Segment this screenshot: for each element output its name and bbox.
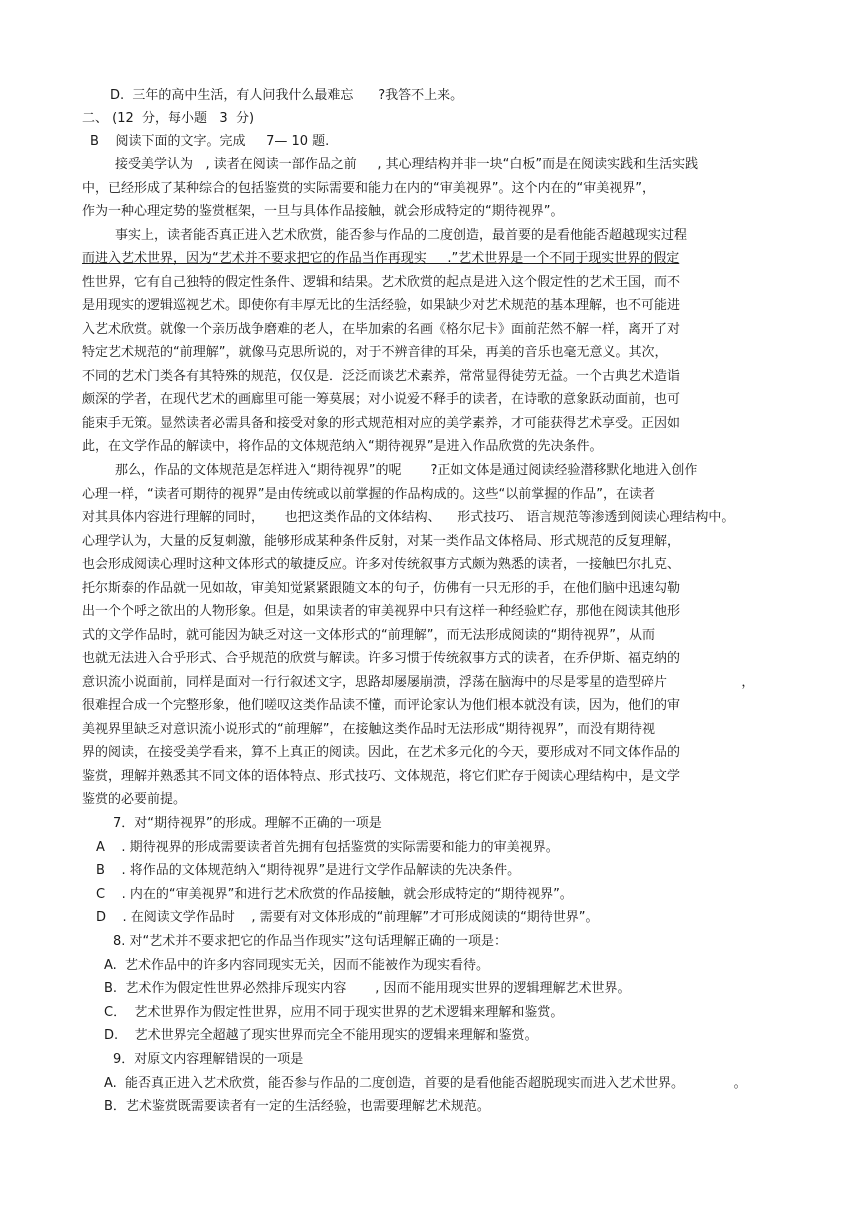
question-option[interactable]: A . 期待视界的形成需要读者首先拥有包括鉴赏的实际需要和能力的审美视界。 [96, 840, 559, 855]
passage-line: 托尔斯泰的作品就一见如故，审美知觉紧紧跟随文本的句子，仿佛有一只无形的手，在他们脑中迅速勾勒 [82, 581, 681, 596]
question-option[interactable]: A. 艺术作品中的许多内容同现实无关，因而不能被作为现实看待。 [104, 958, 490, 973]
passage-line: 特定艺术规范的“前理解”，就像马克思所说的，对于不辨音律的耳朵，再美的音乐也毫无意义。其次， [82, 345, 668, 360]
question-stem: 7．对“期待视界”的形成。理解不正确的一项是 [113, 816, 382, 831]
question-option[interactable]: D . 在阅读文学作品时 , 需要有对文体形成的“前理解”才可形成阅读的“期待世界”。 [96, 910, 599, 925]
previous-option-d: D. 三年的高中生活，有人问我什么最难忘 ?我答不上来。 [110, 88, 464, 103]
passage-line: 美视界里缺乏对意识流小说形式的“前理解”，在接触这类作品时无法形成“期待视界”，而没有期待视 [82, 722, 655, 737]
question-option[interactable]: B. 艺术作为假定性世界必然排斥现实内容 , 因而不能用现实世界的逻辑理解艺术世界。 [104, 981, 631, 996]
passage-line: 颇深的学者，在现代艺术的画廊里可能一筹莫展；对小说爱不释手的读者，在诗歌的意象跃动面前，也可 [82, 392, 681, 407]
question-option[interactable]: C． 艺术世界作为假定性世界，应用不同于现实世界的艺术逻辑来理解和鉴赏。 [104, 1005, 564, 1020]
passage-line: 接受美学认为 , 读者在阅读一部作品之前 , 其心理结构并非一块“白板”而是在阅读实践和生活实践 [82, 157, 699, 172]
passage-line: 也会形成阅读心理时这种文体形式的敏捷反应。许多对传统叙事方式颇为熟悉的读者，一接触巴尔扎克、 [82, 557, 681, 572]
question-option[interactable]: A. 能否真正进入艺术欣赏，能否参与作品的二度创造，首要的是看他能否超脱现实而进入艺术世界。 。 [104, 1076, 747, 1091]
passage-line: 作为一种心理定势的鉴赏框架，一旦与具体作品接触，就会形成特定的“期待视界”。 [82, 204, 564, 219]
passage-line: 也就无法进入合乎形式、合乎规范的欣赏与解读。许多习惯于传统叙事方式的读者，在乔伊斯、福克纳的 [82, 651, 681, 666]
question-option[interactable]: B．艺术鉴赏既需要读者有一定的生活经验，也需要理解艺术规范。 [104, 1099, 490, 1114]
question-option[interactable]: C . 内在的“审美视界”和进行艺术欣赏的作品接触，就会形成特定的“期待视界”。 [96, 887, 573, 902]
question-option[interactable]: B . 将作品的文体规范纳入“期待视界”是进行文学作品解读的先决条件。 [96, 863, 521, 878]
passage-line: 鉴赏的必要前提。 [82, 792, 187, 807]
passage-line: 出一个个呼之欲出的人物形象。但是，如果读者的审美视界中只有这样一种经验贮存，那他在阅读其他形 [82, 604, 681, 619]
passage-line: 事实上，读者能否真正进入艺术欣赏，能否参与作品的二度创造，最首要的是看他能否超越现实过程 [82, 228, 688, 243]
passage-line: 心理一样，“读者可期待的视界”是由传统或以前掌握的作品构成的。这些“以前掌握的作品”，在读者 [82, 487, 655, 502]
question-stem: 9．对原文内容理解错误的一项是 [113, 1052, 304, 1067]
passage-line-underlined: 而进入艺术世界，因为“艺术并不要求把它的作品当作再现实 .”艺术世界是一个不同于现实世界的假定 [82, 251, 680, 266]
passage-line: 性世界，它有自己独特的假定性条件、逻辑和结果。艺术欣赏的起点是进入这个假定性的艺术王国，而不 [82, 275, 681, 290]
passage-line: 是用现实的逻辑巡视艺术。即使你有丰厚无比的生活经验，如果缺少对艺术规范的基本理解，也不可能进 [82, 298, 681, 313]
question-stem: 8. 对“艺术并不要求把它的作品当作现实”这句话理解正确的一项是： [113, 934, 508, 949]
section-header: 二、 (12 分，每小题 3 分) [82, 111, 255, 126]
passage-line: 此，在文学作品的解读中，将作品的文体规范纳入“期待视界”是进入作品欣赏的先决条件。 [82, 439, 603, 454]
passage-line: 界的阅读，在接受美学看来，算不上真正的阅读。因此，在艺术多元化的今天，要形成对不同文体作品的 [82, 745, 681, 760]
passage-line: 入艺术欣赏。就像一个亲历战争磨难的老人，在毕加索的名画《格尔尼卡》面前茫然不解一样，离开了对 [82, 322, 681, 337]
passage-line: 鉴赏，理解并熟悉其不同文体的语体特点、形式技巧、文体规范，将它们贮存于阅读心理结构中，是文学 [82, 769, 681, 784]
passage-line: 式的文学作品时，就可能因为缺乏对这一文体形式的“前理解”，而无法形成阅读的“期待视界”，从而 [82, 628, 655, 643]
passage-line: 不同的艺术门类各有其特殊的规范，仅仅是．泛泛而谈艺术素养，常常显得徒劳无益。一个古典艺术造诣 [82, 369, 681, 384]
passage-line: 那么，作品的文体规范是怎样进入“期待视界”的呢 ?正如文体是通过阅读经验潜移默化地进入创作 [82, 463, 698, 478]
passage-line: 对其具体内容进行理解的同时， 也把这类作品的文体结构、 形式技巧、 语言规范等渗透到阅读心理结构中。 [82, 510, 735, 525]
question-option[interactable]: D. 艺术世界完全超越了现实世界而完全不能用现实的逻辑来理解和鉴赏。 [104, 1028, 538, 1043]
passage-line: 中，已经形成了某种综合的包括鉴赏的实际需要和能力在内的“审美视界”。这个内在的“审美视界”， [82, 181, 655, 196]
section-b-prompt: B 阅读下面的文字。完成 7— 10 题. [90, 134, 330, 149]
passage-line: 意识流小说面前，同样是面对一行行叙述文字，思路却屡屡崩溃，浮荡在脑海中的尽是零星的造型碎片 ， [82, 675, 755, 690]
passage-line: 心理学认为，大量的反复刺激，能够形成某种条件反射，对某一类作品文体格局、形式规范的反复理解， [82, 534, 681, 549]
passage-line: 能束手无策。显然读者必需具备和接受对象的形式规范相对应的美学素养，才可能获得艺术享受。正因如 [82, 416, 681, 431]
passage-line: 很难捏合成一个完整形象，他们嗟叹这类作品读不懂，而评论家认为他们根本就没有读，因为，他们的审 [82, 698, 681, 713]
